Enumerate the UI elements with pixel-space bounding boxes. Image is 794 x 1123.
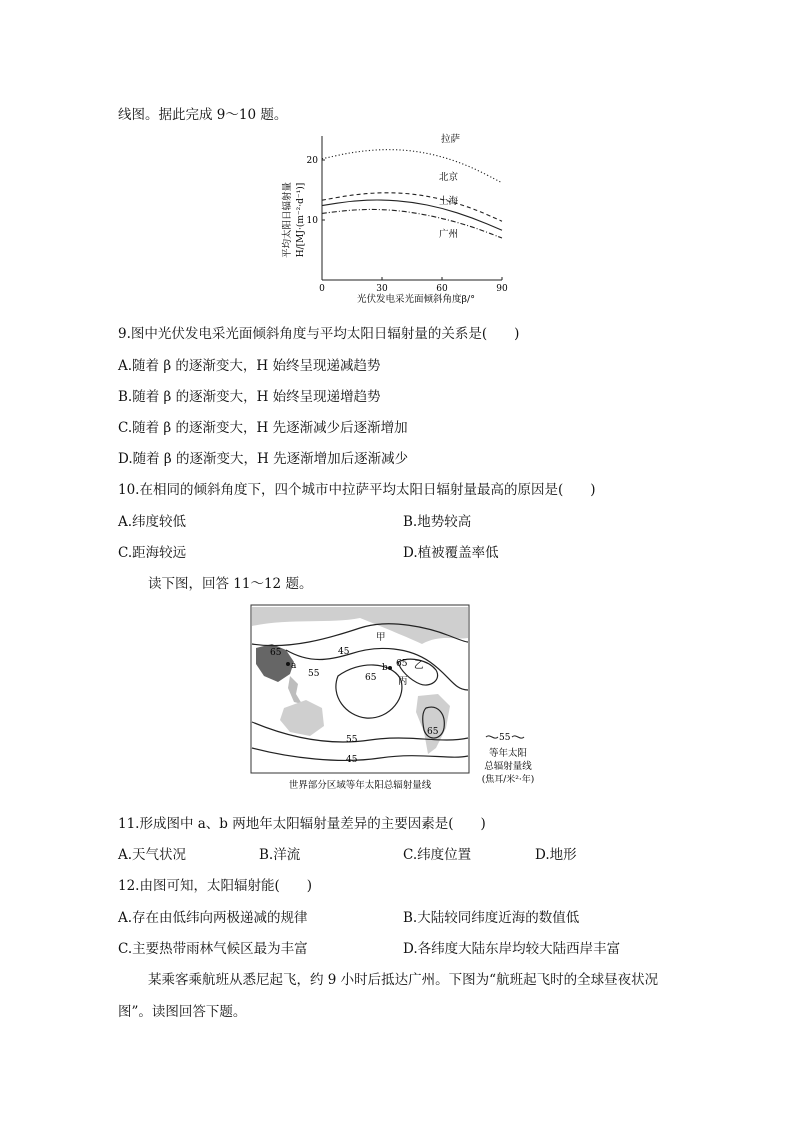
series-line-guangzhou: [322, 209, 502, 238]
contour-label: 65: [427, 727, 439, 737]
q10-option-d: D.植被覆盖率低: [403, 545, 499, 561]
map-label-yi: 乙: [414, 660, 424, 671]
series-label-guangzhou: 广州: [439, 229, 459, 240]
series-label-shanghai: 上海: [439, 196, 459, 207]
world-radiation-map: [250, 604, 550, 794]
q9-option-d: D.随着 β 的逐渐变大，H 先逐渐增加后逐渐减少: [118, 451, 409, 467]
series-line-shanghai: [322, 200, 502, 230]
x-axis-title: 光伏发电采光面倾斜角度β/°: [357, 294, 475, 305]
q12-option-d: D.各纬度大陆东岸均较大陆西岸丰富: [403, 941, 621, 957]
contour-label: 65: [365, 673, 377, 683]
point-b-marker: [388, 666, 392, 670]
q11-option-a: A.天气状况: [118, 847, 187, 863]
q9-stem: 9.图中光伏发电采光面倾斜角度与平均太阳日辐射量的关系是( ): [118, 326, 520, 342]
map-label-b: b: [382, 663, 388, 673]
x-tick-label: 0: [319, 284, 325, 294]
q12-option-b: B.大陆较同纬度近海的数值低: [403, 910, 580, 926]
series-label-beijing: 北京: [439, 172, 459, 183]
q12-option-a: A.存在由低纬向两极递减的规律: [118, 910, 308, 926]
map-caption: 世界部分区域等年太阳总辐射量线: [288, 780, 432, 791]
legend-line1: 等年太阳: [488, 748, 528, 759]
series-line-beijing: [322, 193, 502, 221]
q9-option-b: B.随着 β 的逐渐变大，H 始终呈现递增趋势: [118, 389, 381, 405]
passage-line2: 图”。读图回答下题。: [118, 1004, 247, 1020]
q10-stem: 10.在相同的倾斜角度下，四个城市中拉萨平均太阳日辐射量最高的原因是( ): [118, 482, 596, 498]
x-tick-label: 30: [376, 284, 388, 294]
q11-option-c: C.纬度位置: [403, 847, 472, 863]
map-label-jia: 甲: [376, 632, 386, 643]
radiation-line-chart: [278, 130, 528, 310]
passage-line1: 某乘客乘航班从悉尼起飞，约 9 小时后抵达广州。下图为“航班起飞时的全球昼夜状况: [148, 972, 659, 988]
map-label-bing: 丙: [398, 676, 408, 687]
q12-option-c: C.主要热带雨林气候区最为丰富: [118, 941, 308, 957]
q12-stem: 12.由图可知，太阳辐射能( ): [118, 878, 313, 894]
q10-option-a: A.纬度较低: [118, 514, 187, 530]
contour-label: 65: [270, 648, 282, 658]
read-instruction: 读下图，回答 11～12 题。: [148, 576, 313, 592]
legend-isoline-symbol: [486, 736, 498, 738]
q11-option-b: B.洋流: [259, 847, 301, 863]
x-tick-label: 60: [436, 284, 448, 294]
y-axis-title-line1: 平均太阳日辐射量: [282, 181, 293, 259]
series-label-lasa: 拉萨: [441, 134, 461, 145]
map-label-a: a: [291, 661, 297, 671]
q9-option-a: A.随着 β 的逐渐变大，H 始终呈现递减趋势: [118, 358, 381, 374]
contour-label: 55: [308, 669, 320, 679]
point-a-marker: [286, 662, 290, 666]
legend-line3: (焦耳/米²·年): [481, 775, 535, 785]
series-line-lasa: [322, 150, 502, 183]
q9-option-c: C.随着 β 的逐渐变大，H 先逐渐减少后逐渐增加: [118, 420, 408, 436]
y-tick-label: 20: [306, 156, 318, 166]
legend-line2: 总辐射量线: [484, 761, 532, 772]
y-axis-title-line2: H/[MJ·(m⁻²·d⁻¹)]: [296, 182, 306, 258]
y-tick-label: 10: [306, 216, 318, 226]
q10-option-b: B.地势较高: [403, 514, 472, 530]
x-tick-label: 90: [496, 284, 508, 294]
intro-text: 线图。据此完成 9～10 题。: [118, 107, 288, 123]
legend-value: 55: [499, 733, 511, 743]
legend-isoline-symbol: [512, 736, 524, 738]
q10-option-c: C.距海较远: [118, 545, 187, 561]
contour-label: 45: [346, 755, 358, 765]
contour-label: 55: [346, 735, 358, 745]
q11-stem: 11.形成图中 a、b 两地年太阳辐射量差异的主要因素是( ): [118, 816, 486, 832]
contour-label: 65: [396, 659, 408, 669]
contour-label: 45: [338, 647, 350, 657]
q11-option-d: D.地形: [535, 847, 577, 863]
y-axis-title: [281, 182, 306, 259]
